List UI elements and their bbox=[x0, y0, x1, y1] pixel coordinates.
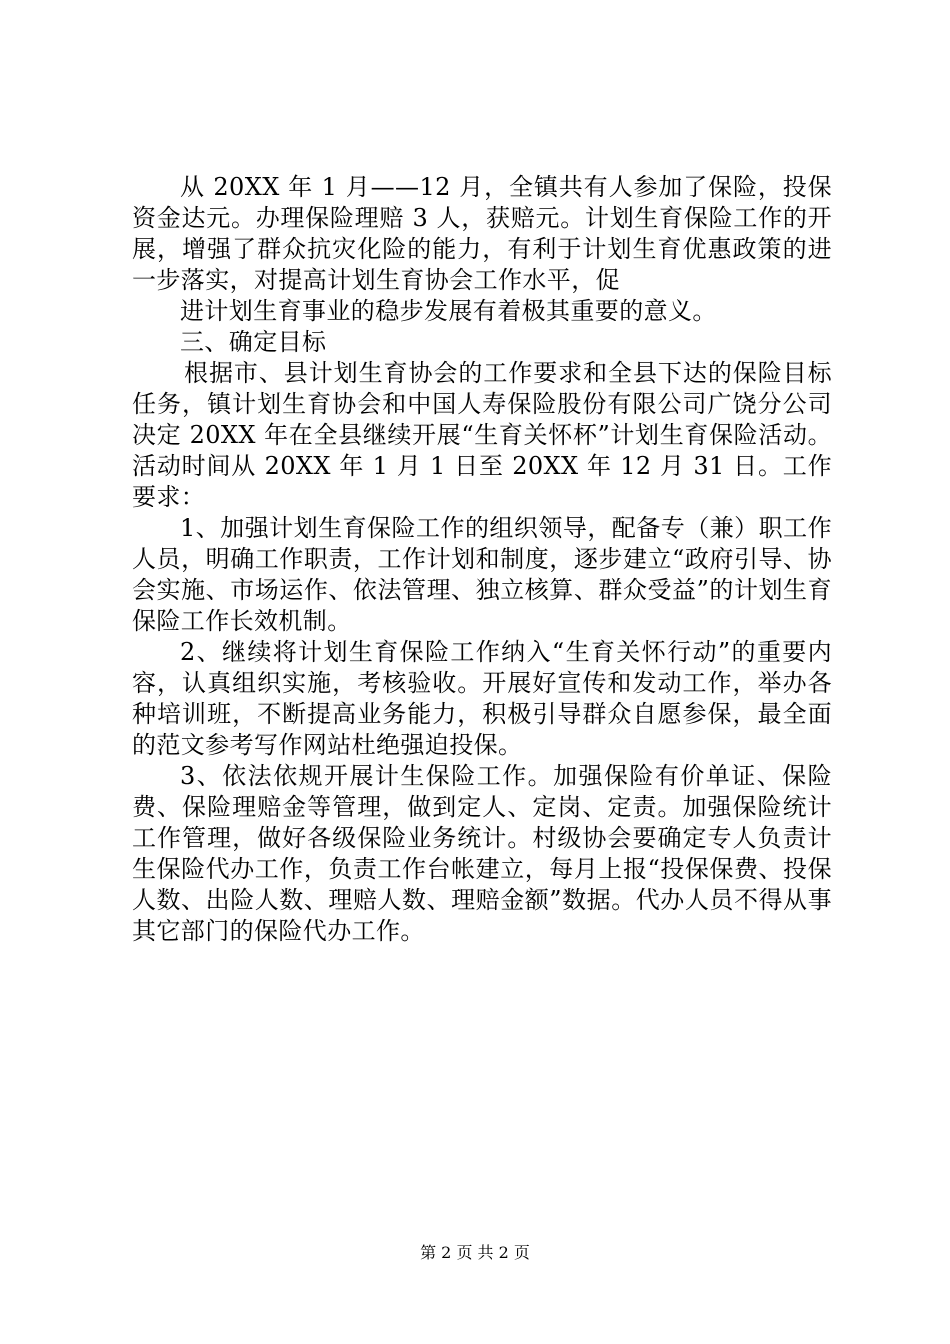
page-footer bbox=[0, 1243, 950, 1263]
paragraph-insurance-summary: 从 20XX 年 1 月——12 月，全镇共有人参加了保险，投保资金达元。办理保险理赔 3 人，获赔元。计划生育保险工作的开展，增强了群众抗灾化险的能力，有利于计划生育优惠政策的进一步落实，对提高计划生育协会工作水平，促 bbox=[132, 173, 832, 294]
paragraph-requirement-1: 1、加强计划生育保险工作的组织领导，配备专（兼）职工作人员，明确工作职责，工作计划和制度，逐步建立“政府引导、协会实施、市场运作、依法管理、独立核算、群众受益”的计划生育保险工作长效机制。 bbox=[132, 514, 832, 635]
section-heading-goals: 三、确定目标 bbox=[180, 328, 327, 356]
paragraph-goal-description: 根据市、县计划生育协会的工作要求和全县下达的保险目标任务，镇计划生育协会和中国人寿保险股份有限公司广饶分公司决定 20XX 年在全县继续开展“生育关怀杯”计划生育保险活动。活动时间从 20XX 年 1 月 1 日至 20XX 年 12 月 31 日。工作要求： bbox=[132, 359, 832, 511]
paragraph-insurance-significance: 进计划生育事业的稳步发展有着极其重要的意义。 bbox=[180, 297, 717, 325]
paragraph-requirement-2: 2、继续将计划生育保险工作纳入“生育关怀行动”的重要内容，认真组织实施，考核验收。开展好宣传和发动工作，举办各种培训班，不断提高业务能力，积极引导群众自愿参保，最全面的范文参考写作网站杜绝强迫投保。 bbox=[132, 638, 832, 759]
document-body bbox=[132, 172, 832, 947]
page-number-label: 第 2 页 共 2 页 bbox=[420, 1243, 530, 1262]
paragraph-requirement-3: 3、依法依规开展计生保险工作。加强保险有价单证、保险费、保险理赔金等管理，做到定人、定岗、定责。加强保险统计工作管理，做好各级保险业务统计。村级协会要确定专人负责计生保险代办工作，负责工作台帐建立，每月上报“投保保费、投保人数、出险人数、理赔人数、理赔金额”数据。代办人员不得从事其它部门的保险代办工作。 bbox=[132, 762, 832, 945]
